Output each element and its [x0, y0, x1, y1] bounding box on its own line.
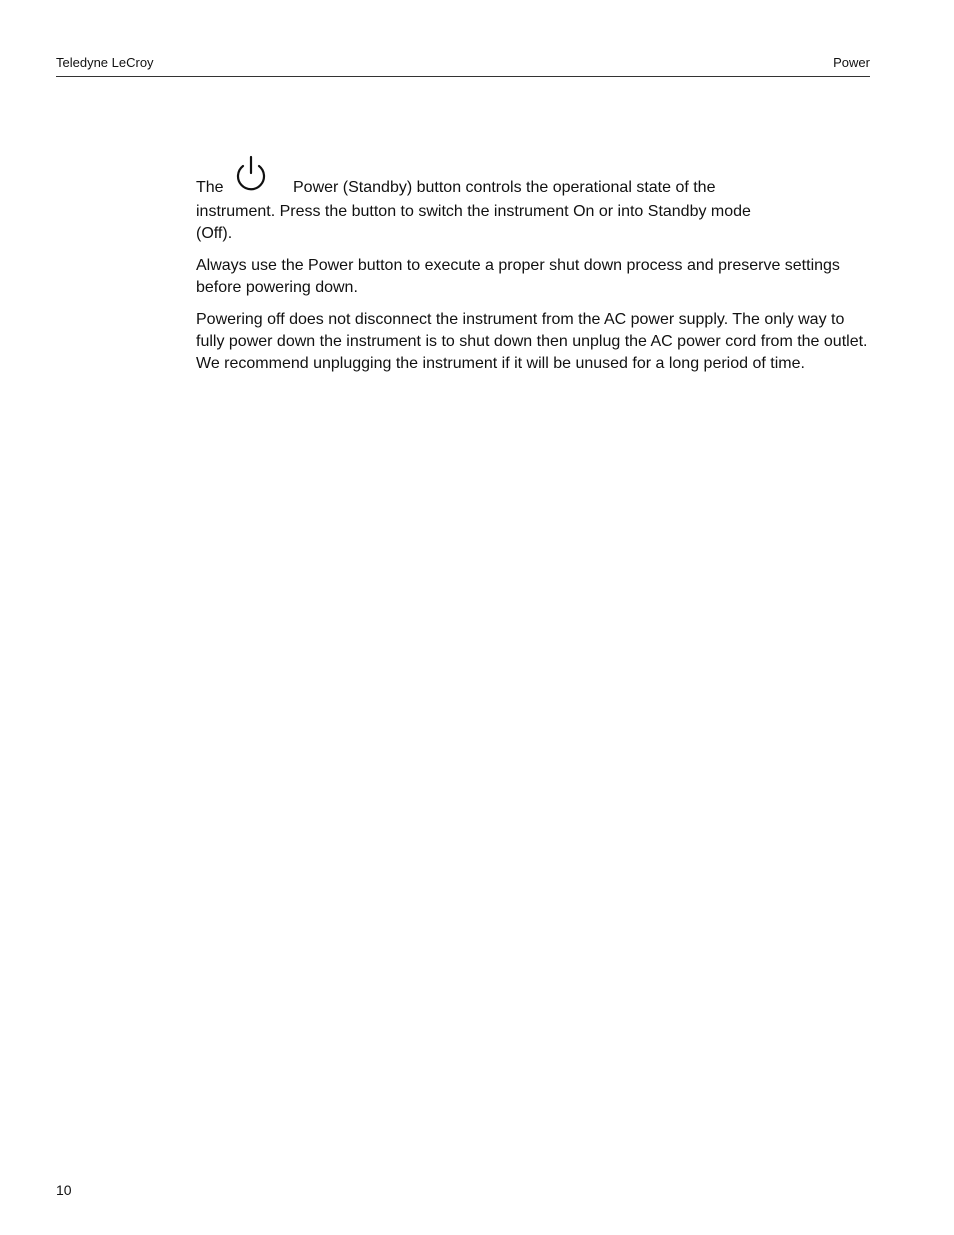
- lead-word: The: [196, 179, 224, 196]
- paragraph-first-line: [196, 150, 876, 200]
- main-content: [196, 150, 876, 385]
- paragraph-first-line-text: Power (Standby) button controls the operational state of the: [293, 179, 716, 196]
- ac-power-paragraph: Powering off does not disconnect the instrument from the AC power supply. The only way to fully power down the instrument is to shut down then unplug the AC power cord from the outlet. We recommend unplugging the instrument if it will be unused for a long period of time.: [196, 311, 868, 372]
- page-number: 10: [56, 1182, 72, 1198]
- header-section-title: Power: [833, 55, 870, 70]
- paragraph-continuation-2: (Off).: [196, 225, 233, 242]
- power-standby-icon: [232, 155, 270, 195]
- shutdown-paragraph: Always use the Power button to execute a proper shut down process and preserve settings before powering down.: [196, 257, 840, 296]
- power-button-paragraph: [196, 150, 876, 245]
- paragraph-continuation-1: instrument. Press the button to switch the instrument On or into Standby mode: [196, 203, 751, 220]
- header-brand: Teledyne LeCroy: [56, 55, 154, 70]
- page-header: [56, 52, 870, 77]
